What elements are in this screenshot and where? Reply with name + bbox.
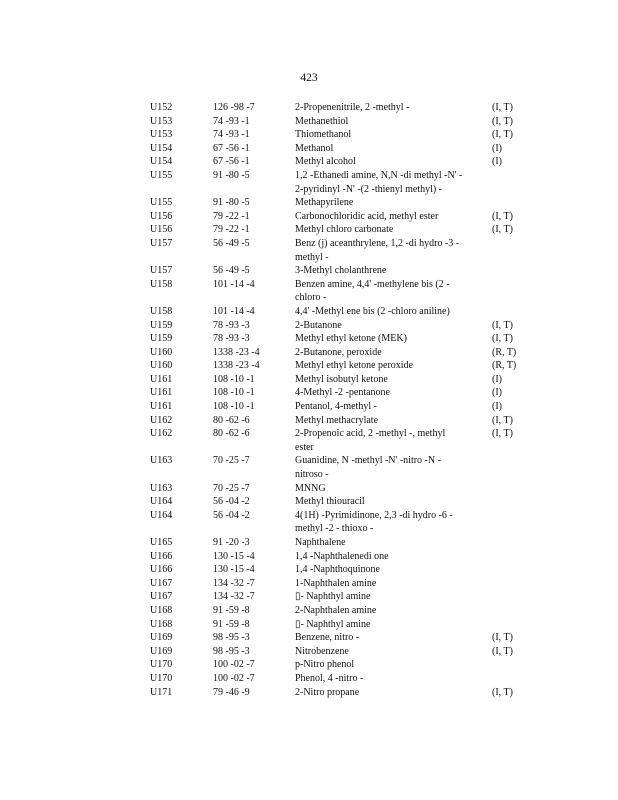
hazard-code bbox=[492, 577, 530, 591]
table-row bbox=[150, 373, 530, 387]
hazard-code bbox=[492, 658, 530, 672]
waste-code: U163 bbox=[150, 482, 173, 494]
cas-number: 108 -10 -1 bbox=[213, 401, 255, 413]
cas-number: 101 -14 -4 bbox=[213, 305, 255, 317]
hazard-code bbox=[492, 196, 530, 210]
hazard-code bbox=[492, 672, 530, 686]
substance-name bbox=[295, 658, 492, 672]
hazard-code bbox=[492, 604, 530, 618]
substance-name-line: Carbonochloridic acid, methyl ester bbox=[295, 210, 439, 222]
table-row bbox=[150, 658, 530, 672]
waste-code: U166 bbox=[150, 550, 173, 562]
cas-number: 70 -25 -7 bbox=[213, 482, 250, 494]
waste-code: U163 bbox=[150, 455, 173, 467]
substance-name bbox=[295, 454, 492, 481]
table-row bbox=[150, 400, 530, 414]
hazard-code: (I, T) bbox=[492, 686, 513, 698]
substance-name bbox=[295, 101, 492, 115]
waste-code: U168 bbox=[150, 604, 173, 616]
hazard-code: (I, T) bbox=[492, 632, 513, 644]
substance-name bbox=[295, 346, 492, 360]
substance-name-line: Methanol bbox=[295, 142, 334, 154]
hazard-code: (I, T) bbox=[492, 102, 513, 113]
substance-name-line: Methyl ethyl ketone (MEK) bbox=[295, 333, 407, 345]
cas-number: 79 -22 -1 bbox=[213, 210, 250, 222]
substance-name bbox=[295, 210, 492, 224]
substance-name-line: 2-Nitro propane bbox=[295, 686, 360, 698]
substance-name-line: Methanethiol bbox=[295, 115, 349, 127]
hazard-code: (I, T) bbox=[492, 115, 513, 127]
substance-name-line: ▯- Naphthyl amine bbox=[295, 618, 371, 630]
substance-name-line: 2-Butanone, peroxide bbox=[295, 346, 382, 358]
substance-name bbox=[295, 563, 492, 577]
hazard-code: (I) bbox=[492, 387, 502, 399]
table-row bbox=[150, 346, 530, 360]
cas-number: 91 -59 -8 bbox=[213, 618, 250, 630]
cas-number: 130 -15 -4 bbox=[213, 564, 255, 576]
substance-name-line: Phenol, 4 -nitro - bbox=[295, 672, 364, 684]
waste-code: U167 bbox=[150, 577, 173, 589]
substance-name bbox=[295, 482, 492, 496]
table-row bbox=[150, 618, 530, 632]
substance-name-line: methyl - bbox=[295, 251, 329, 263]
table-row bbox=[150, 305, 530, 319]
substance-name-line: 2-Propenenitrile, 2 -methyl - bbox=[295, 102, 410, 113]
substance-name bbox=[295, 686, 492, 700]
cas-number: 91 -59 -8 bbox=[213, 604, 250, 616]
waste-code: U169 bbox=[150, 645, 173, 657]
waste-code: U157 bbox=[150, 265, 173, 277]
substance-name-line: Thiomethanol bbox=[295, 129, 352, 141]
table-row bbox=[150, 495, 530, 509]
hazard-code bbox=[492, 169, 530, 196]
waste-code: U156 bbox=[150, 210, 173, 222]
cas-number: 56 -49 -5 bbox=[213, 265, 250, 277]
substance-name-line: Methyl thiouracil bbox=[295, 496, 365, 508]
waste-code: U154 bbox=[150, 142, 173, 154]
hazard-code bbox=[492, 305, 530, 319]
substance-name bbox=[295, 550, 492, 564]
waste-code: U159 bbox=[150, 319, 173, 331]
substance-name-line: MNNG bbox=[295, 482, 326, 494]
substance-name bbox=[295, 223, 492, 237]
cas-number: 80 -62 -6 bbox=[213, 428, 250, 440]
table-row bbox=[150, 196, 530, 210]
cas-number: 134 -32 -7 bbox=[213, 577, 255, 589]
hazard-code bbox=[492, 278, 530, 305]
hazard-code bbox=[492, 264, 530, 278]
hazard-code bbox=[492, 482, 530, 496]
table-row bbox=[150, 631, 530, 645]
hazard-code bbox=[492, 495, 530, 509]
substance-name bbox=[295, 495, 492, 509]
substance-name bbox=[295, 115, 492, 129]
table-row bbox=[150, 563, 530, 577]
substance-name-line: Nitrobenzene bbox=[295, 645, 349, 657]
substance-name-line: 1,4 -Naphthalenedi one bbox=[295, 550, 389, 562]
table-row bbox=[150, 590, 530, 604]
cas-number: 67 -56 -1 bbox=[213, 156, 250, 168]
cas-number: 126 -98 -7 bbox=[213, 102, 255, 113]
substance-name-line: 4,4' -Methyl ene bis (2 -chloro aniline) bbox=[295, 305, 450, 317]
table-row bbox=[150, 169, 530, 196]
table-row bbox=[150, 223, 530, 237]
substance-name-line: methyl -2 - thioxo - bbox=[295, 523, 374, 535]
waste-code: U171 bbox=[150, 686, 173, 698]
substance-name-line: Pentanol, 4-methyl - bbox=[295, 401, 377, 413]
table-row bbox=[150, 319, 530, 333]
waste-code: U156 bbox=[150, 224, 173, 236]
hazard-code: (I, T) bbox=[492, 333, 513, 345]
substance-name-line: Methyl chloro carbonate bbox=[295, 224, 394, 236]
substance-name bbox=[295, 278, 492, 305]
cas-number: 56 -49 -5 bbox=[213, 237, 250, 249]
substance-name bbox=[295, 128, 492, 142]
hazard-code: (I, T) bbox=[492, 129, 513, 141]
substance-name bbox=[295, 142, 492, 156]
substance-name bbox=[295, 509, 492, 536]
cas-number: 130 -15 -4 bbox=[213, 550, 255, 562]
cas-number: 98 -95 -3 bbox=[213, 645, 250, 657]
cas-number: 108 -10 -1 bbox=[213, 387, 255, 399]
substance-name bbox=[295, 196, 492, 210]
hazard-code bbox=[492, 590, 530, 604]
substance-name-line: 2-Naphthalen amine bbox=[295, 604, 377, 616]
substance-name bbox=[295, 386, 492, 400]
waste-code: U158 bbox=[150, 278, 173, 290]
substance-name bbox=[295, 604, 492, 618]
substance-name-line: Benz (j) aceanthrylene, 1,2 -di hydro -3 - bbox=[295, 237, 460, 249]
table-row bbox=[150, 386, 530, 400]
hazard-code bbox=[492, 509, 530, 536]
substance-name-line: Benzen amine, 4,4' -methylene bis (2 - bbox=[295, 278, 450, 290]
table-row bbox=[150, 278, 530, 305]
hazard-code: (I) bbox=[492, 401, 502, 413]
waste-code: U154 bbox=[150, 156, 173, 168]
substance-name bbox=[295, 631, 492, 645]
cas-number: 56 -04 -2 bbox=[213, 496, 250, 508]
substance-name bbox=[295, 536, 492, 550]
waste-code: U162 bbox=[150, 414, 173, 426]
table-row bbox=[150, 210, 530, 224]
table-row bbox=[150, 427, 530, 454]
hazard-code: (I) bbox=[492, 156, 502, 168]
substance-name-line: ▯- Naphthyl amine bbox=[295, 591, 371, 603]
table-row bbox=[150, 454, 530, 481]
hazard-code bbox=[492, 563, 530, 577]
substance-name-line: 2-Butanone bbox=[295, 319, 342, 331]
cas-number: 78 -93 -3 bbox=[213, 319, 250, 331]
cas-number: 79 -22 -1 bbox=[213, 224, 250, 236]
waste-code: U158 bbox=[150, 305, 173, 317]
substance-name-line: Methyl ethyl ketone peroxide bbox=[295, 360, 414, 372]
cas-number: 101 -14 -4 bbox=[213, 278, 255, 290]
substance-name bbox=[295, 618, 492, 632]
cas-number: 78 -93 -3 bbox=[213, 333, 250, 345]
hazard-code bbox=[492, 550, 530, 564]
hazard-code: (I, T) bbox=[492, 645, 513, 657]
waste-code: U164 bbox=[150, 509, 173, 521]
hazard-code bbox=[492, 454, 530, 481]
substance-name bbox=[295, 645, 492, 659]
waste-code: U168 bbox=[150, 618, 173, 630]
table-row bbox=[150, 101, 530, 115]
substance-name-line: Methyl alcohol bbox=[295, 156, 356, 168]
cas-number: 80 -62 -6 bbox=[213, 414, 250, 426]
hazard-code: (I, T) bbox=[492, 428, 513, 440]
cas-number: 1338 -23 -4 bbox=[213, 360, 260, 372]
hazard-code: (I) bbox=[492, 373, 502, 385]
waste-code: U167 bbox=[150, 591, 173, 603]
substance-name-line: 1-Naphthalen amine bbox=[295, 577, 377, 589]
waste-code: U159 bbox=[150, 333, 173, 345]
cas-number: 74 -93 -1 bbox=[213, 129, 250, 141]
waste-code: U164 bbox=[150, 496, 173, 508]
cas-number: 1338 -23 -4 bbox=[213, 346, 260, 358]
table-row bbox=[150, 237, 530, 264]
hazard-code bbox=[492, 618, 530, 632]
substance-name bbox=[295, 319, 492, 333]
table-row bbox=[150, 332, 530, 346]
substance-name-line: Guanidine, N -methyl -N' -nitro -N - bbox=[295, 455, 441, 467]
substance-name-line: Methyl methacrylate bbox=[295, 414, 379, 426]
substance-name bbox=[295, 264, 492, 278]
cas-number: 98 -95 -3 bbox=[213, 632, 250, 644]
substance-name bbox=[295, 359, 492, 373]
cas-number: 67 -56 -1 bbox=[213, 142, 250, 154]
substance-name-line: Methyl isobutyl ketone bbox=[295, 373, 388, 385]
substance-name-line: 2-pyridinyl -N' -(2 -thienyl methyl) - bbox=[295, 183, 443, 195]
cas-number: 134 -32 -7 bbox=[213, 591, 255, 603]
waste-code: U161 bbox=[150, 401, 173, 413]
hazard-code: (I, T) bbox=[492, 224, 513, 236]
table-row bbox=[150, 115, 530, 129]
cas-number: 91 -80 -5 bbox=[213, 197, 250, 209]
hazard-code bbox=[492, 536, 530, 550]
waste-code: U165 bbox=[150, 537, 173, 548]
table-row bbox=[150, 686, 530, 700]
substance-name-line: Methapyrilene bbox=[295, 197, 354, 209]
substance-name-line: 4-Methyl -2 -pentanone bbox=[295, 387, 390, 399]
hazard-code: (R, T) bbox=[492, 360, 517, 372]
substance-name-line: nitroso - bbox=[295, 469, 329, 481]
substance-name-line: 2-Propenoic acid, 2 -methyl -, methyl bbox=[295, 428, 446, 440]
hazard-code: (I, T) bbox=[492, 210, 513, 222]
substance-name bbox=[295, 169, 492, 196]
table-row bbox=[150, 142, 530, 156]
hazard-code: (I) bbox=[492, 142, 502, 154]
waste-code: U169 bbox=[150, 632, 173, 644]
waste-code: U153 bbox=[150, 115, 173, 127]
waste-code: U157 bbox=[150, 237, 173, 249]
waste-code: U155 bbox=[150, 169, 173, 181]
hazard-code bbox=[492, 237, 530, 264]
substance-name bbox=[295, 332, 492, 346]
waste-code: U162 bbox=[150, 428, 173, 440]
cas-number: 79 -46 -9 bbox=[213, 686, 250, 698]
cas-number: 100 -02 -7 bbox=[213, 672, 255, 684]
hazard-code: (R, T) bbox=[492, 346, 517, 358]
substance-name bbox=[295, 373, 492, 387]
waste-code: U160 bbox=[150, 346, 173, 358]
table-row bbox=[150, 536, 530, 550]
substance-name bbox=[295, 305, 492, 319]
waste-code: U170 bbox=[150, 659, 173, 671]
substance-name bbox=[295, 400, 492, 414]
cas-number: 70 -25 -7 bbox=[213, 455, 250, 467]
substance-name-line: 4(1H) -Pyrimidinone, 2,3 -di hydro -6 - bbox=[295, 509, 453, 521]
waste-code: U161 bbox=[150, 373, 173, 385]
waste-code: U166 bbox=[150, 564, 173, 576]
hazard-code: (I, T) bbox=[492, 319, 513, 331]
cas-number: 108 -10 -1 bbox=[213, 373, 255, 385]
table-row bbox=[150, 414, 530, 428]
table-row bbox=[150, 645, 530, 659]
waste-code: U170 bbox=[150, 672, 173, 684]
substance-name bbox=[295, 577, 492, 591]
substance-name-line: 1,2 -Ethanedi amine, N,N -di methyl -N' - bbox=[295, 169, 463, 181]
substance-name-line: ester bbox=[295, 441, 314, 453]
table-row bbox=[150, 128, 530, 142]
substance-name bbox=[295, 672, 492, 686]
substance-name bbox=[295, 237, 492, 264]
table-row bbox=[150, 155, 530, 169]
table-row bbox=[150, 604, 530, 618]
table-row bbox=[150, 672, 530, 686]
table-row bbox=[150, 550, 530, 564]
hazard-code: (I, T) bbox=[492, 414, 513, 426]
waste-code: U161 bbox=[150, 387, 173, 399]
substance-name bbox=[295, 590, 492, 604]
cas-number: 91 -20 -3 bbox=[213, 537, 250, 548]
cas-number: 56 -04 -2 bbox=[213, 509, 250, 521]
substance-name bbox=[295, 155, 492, 169]
page-number: 423 bbox=[300, 72, 318, 84]
substance-name-line: Benzene, nitro - bbox=[295, 632, 360, 644]
substance-name bbox=[295, 427, 492, 454]
cas-number: 100 -02 -7 bbox=[213, 659, 255, 671]
table-row bbox=[150, 264, 530, 278]
waste-code: U160 bbox=[150, 360, 173, 372]
substance-name-line: p-Nitro phenol bbox=[295, 659, 355, 671]
table-row bbox=[150, 359, 530, 373]
waste-code: U152 bbox=[150, 102, 173, 113]
table-row bbox=[150, 577, 530, 591]
table-row bbox=[150, 509, 530, 536]
substance-name-line: 1,4 -Naphthoquinone bbox=[295, 564, 380, 576]
waste-code: U155 bbox=[150, 197, 173, 209]
substance-name-line: Naphthalene bbox=[295, 537, 346, 548]
cas-number: 91 -80 -5 bbox=[213, 169, 250, 181]
substance-name-line: 3-Methyl cholanthrene bbox=[295, 265, 387, 277]
substance-name bbox=[295, 414, 492, 428]
table-row bbox=[150, 482, 530, 496]
cas-number: 74 -93 -1 bbox=[213, 115, 250, 127]
hazardous-waste-table bbox=[150, 101, 530, 699]
waste-code: U153 bbox=[150, 129, 173, 141]
substance-name-line: chloro - bbox=[295, 292, 327, 304]
